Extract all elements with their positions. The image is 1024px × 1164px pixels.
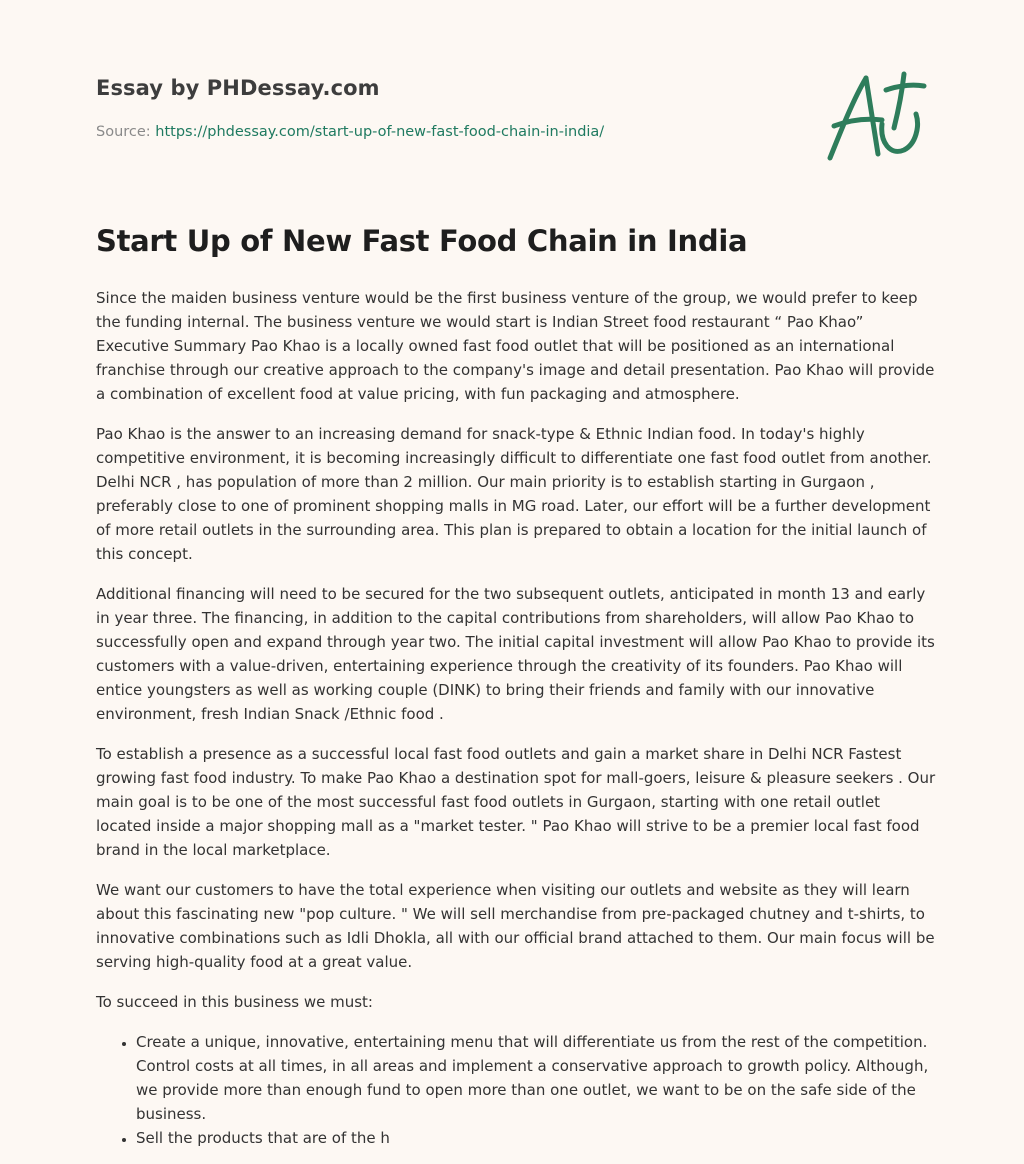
bullet-list <box>96 1030 936 1150</box>
site-brand: Essay by PHDessay.com <box>96 76 380 100</box>
a-plus-logo <box>820 68 930 168</box>
source-label: Source: <box>96 124 156 140</box>
paragraph: We want our customers to have the total experience when visiting our outlets and website as they will learn about this fascinating new "pop culture. " We will sell merchandise from pre-packaged chutney and t-shirts, to innovative combinations such as Idli Dhokla, all with our official brand attached to them. Our main focus will be serving high-quality food at a great value. <box>96 881 935 971</box>
source-line <box>96 124 604 140</box>
list-item: • Create a unique, innovative, entertaining menu that will differentiate us from the rest of the competition. Control costs at all times, in all areas and implement a conservative approach to growth policy. Although, we provide more than enough fund to open more than one outlet, we want to be on the safe side of the business. <box>136 1030 936 1126</box>
paragraph: To establish a presence as a successful local fast food outlets and gain a market share in Delhi NCR Fastest growing fast food industry. To make Pao Khao a destination spot for mall-goers, leisure & pleasure seekers . Our main goal is to be one of the most successful fast food outlets in Gurgaon, starting with one retail outlet located inside a major shopping mall as a "market tester. " Pao Khao will strive to be a premier local fast food brand in the local marketplace. <box>96 745 936 859</box>
list-item: • Sell the products that are of the h <box>136 1126 936 1150</box>
source-link[interactable]: https://phdessay.com/start-up-of-new-fast-food-chain-in-india/ <box>155 124 605 140</box>
paragraph: Pao Khao is the answer to an increasing demand for snack-type & Ethnic Indian food. In today's highly competitive environment, it is becoming increasingly difficult to differentiate one fast food outlet from another. Delhi NCR , has population of more than 2 million. Our main priority is to establish starting in Gurgaon , preferably close to one of prominent shopping malls in MG road. Later, our effort will be a further development of more retail outlets in the surrounding area. This plan is prepared to obtain a location for the initial launch of this concept. <box>96 425 932 563</box>
article-title: Start Up of New Fast Food Chain in India <box>96 224 748 258</box>
paragraph: To succeed in this business we must: <box>96 993 373 1011</box>
paragraph: Since the maiden business venture would be the first business venture of the group, we would prefer to keep the funding internal. The business venture we would start is Indian Street food restaurant “ Pao Khao” Executive Summary Pao Khao is a locally owned fast food outlet that will be positioned as an international franchise through our creative approach to the company's image and detail presentation. Pao Khao will provide a combination of excellent food at value pricing, with fun packaging and atmosphere. <box>96 289 935 403</box>
paragraph: Additional financing will need to be secured for the two subsequent outlets, anticipated in month 13 and early in year three. The financing, in addition to the capital contributions from shareholders, will allow Pao Khao to successfully open and expand through year two. The initial capital investment will allow Pao Khao to provide its customers with a value-driven, entertaining experience through the creativity of its founders. Pao Khao will entice youngsters as well as working couple (DINK) to bring their friends and family with our innovative environment, fresh Indian Snack /Ethnic food . <box>96 585 935 723</box>
article-body <box>96 286 936 1150</box>
